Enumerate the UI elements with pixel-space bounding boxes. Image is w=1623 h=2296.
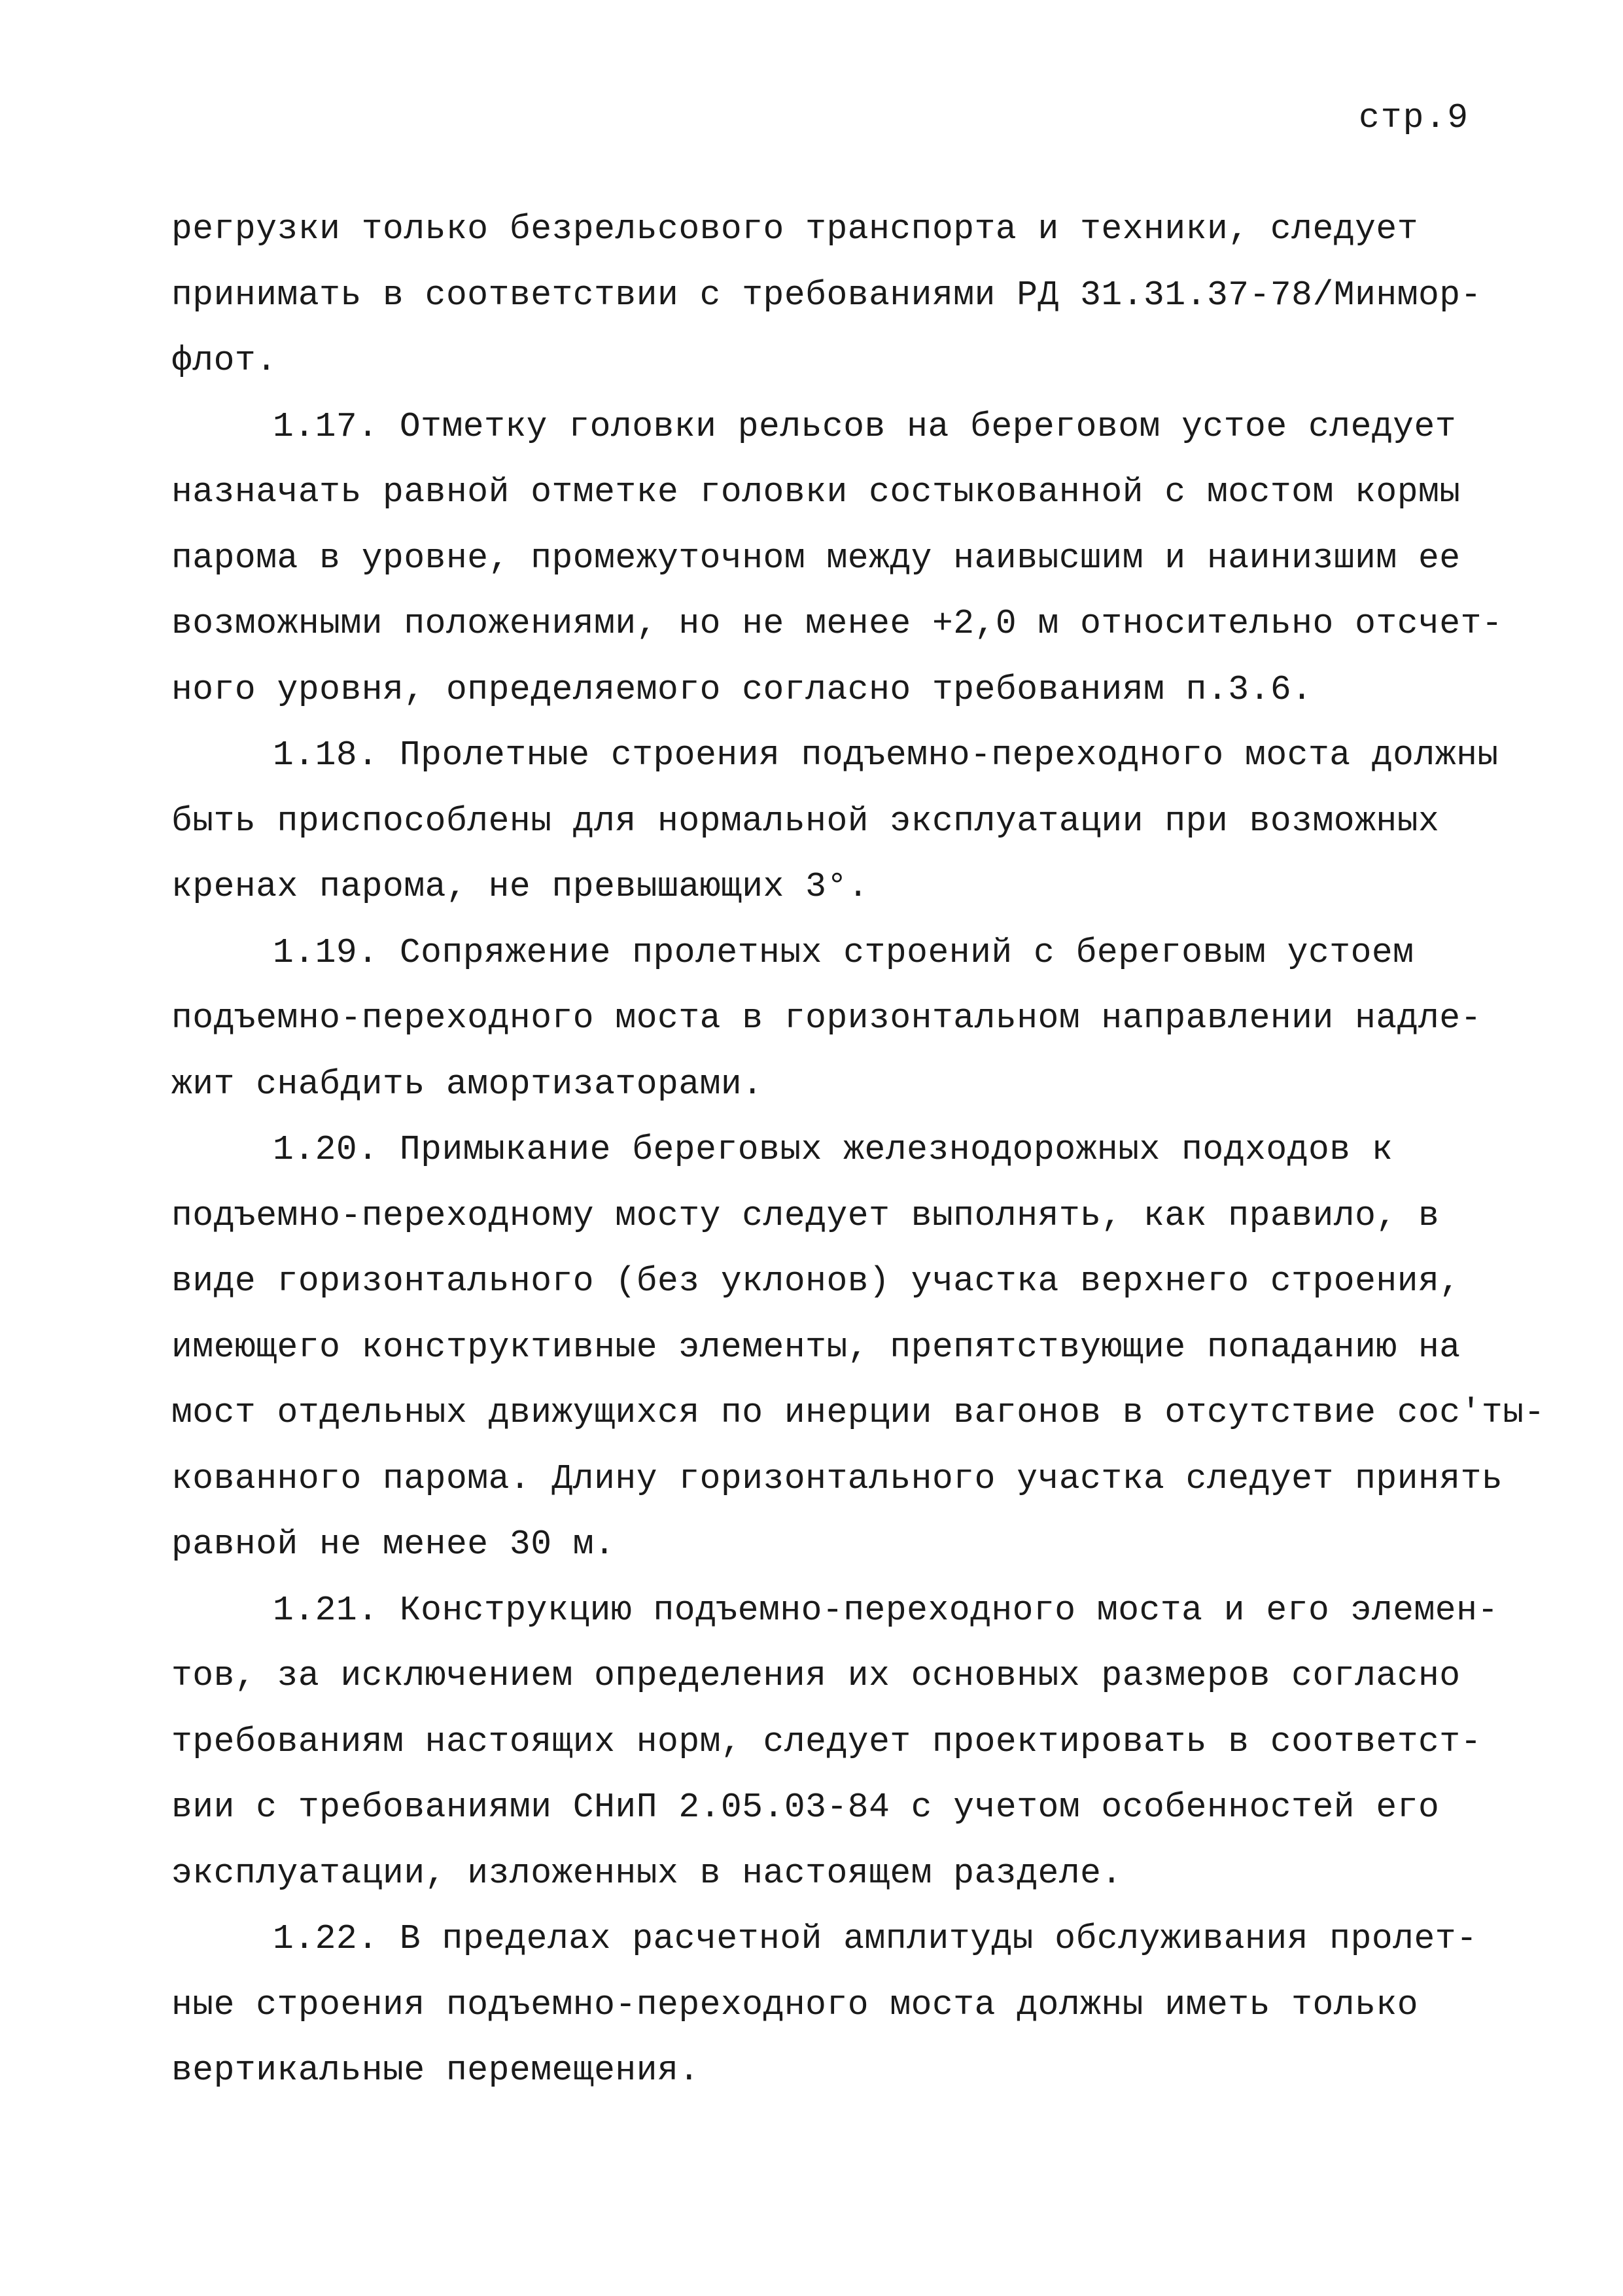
text-line: флот.: [171, 341, 277, 380]
text-line: ного уровня, определяемого согласно требованиям п.3.6.: [171, 669, 1313, 709]
text-line: подъемно-переходному мосту следует выполнять, как правило, в: [171, 1195, 1440, 1235]
text-line: 1.22. В пределах расчетной амплитуды обслуживания пролет-: [273, 1919, 1478, 1958]
text-line: вии с требованиями СНиП 2.05.03-84 с учетом особенностей его: [171, 1788, 1440, 1827]
text-line: подъемно-переходного моста в горизонтальном направлении надле-: [171, 998, 1482, 1038]
paragraph-1-22: [171, 1906, 1478, 2104]
text-line: эксплуатации, изложенных в настоящем разделе.: [171, 1853, 1123, 1893]
text-line: 1.18. Пролетные строения подъемно-переходного моста должны: [273, 735, 1499, 775]
text-line: 1.19. Сопряжение пролетных строений с береговым устоем: [273, 932, 1414, 972]
text-line: назначать равной отметке головки состыкованной с мостом кормы: [171, 472, 1461, 512]
paragraph-1-19: [171, 920, 1482, 1118]
text-line: мост отдельных движущихся по инерции вагонов в отсутствие сос'ты-: [171, 1393, 1545, 1432]
paragraph-1-17: [171, 394, 1503, 723]
text-line: имеющего конструктивные элементы, препятствующие попаданию на: [171, 1327, 1461, 1367]
text-line: 1.17. Отметку головки рельсов на береговом устое следует: [273, 406, 1457, 446]
text-line: 1.21. Конструкцию подъемно-переходного моста и его элемен-: [273, 1590, 1499, 1630]
text-line: регрузки только безрельсового транспорта и техники, следует: [171, 209, 1419, 249]
page-number: стр.9: [1358, 98, 1469, 137]
text-line: кренах парома, не превышающих 3°.: [171, 867, 869, 906]
document-body: [171, 196, 1545, 2104]
text-line: возможными положениями, но не менее +2,0 м относительно отсчет-: [171, 604, 1503, 643]
paragraph-continuation: [171, 196, 1482, 394]
text-line: принимать в соответствии с требованиями РД 31.31.37-78/Минмор-: [171, 275, 1482, 315]
text-line: тов, за исключением определения их основных размеров согласно: [171, 1656, 1461, 1695]
text-line: 1.20. Примыкание береговых железнодорожных подходов к: [273, 1130, 1393, 1169]
paragraph-1-21: [171, 1578, 1499, 1907]
text-line: ные строения подъемно-переходного моста должны иметь только: [171, 1985, 1419, 2024]
text-line: виде горизонтального (без уклонов) участка верхнего строения,: [171, 1262, 1461, 1301]
text-line: жит снабдить амортизаторами.: [171, 1064, 763, 1104]
paragraph-1-18: [171, 722, 1499, 920]
text-line: быть приспособлены для нормальной эксплуатации при возможных: [171, 801, 1440, 841]
text-line: кованного парома. Длину горизонтального участка следует принять: [171, 1458, 1503, 1498]
text-line: равной не менее 30 м.: [171, 1525, 616, 1564]
paragraph-1-20: [171, 1117, 1545, 1578]
text-line: вертикальные перемещения.: [171, 2051, 700, 2090]
text-line: парома в уровне, промежуточном между наивысшим и наинизшим ее: [171, 538, 1461, 578]
text-line: требованиям настоящих норм, следует проектировать в соответст-: [171, 1722, 1482, 1761]
